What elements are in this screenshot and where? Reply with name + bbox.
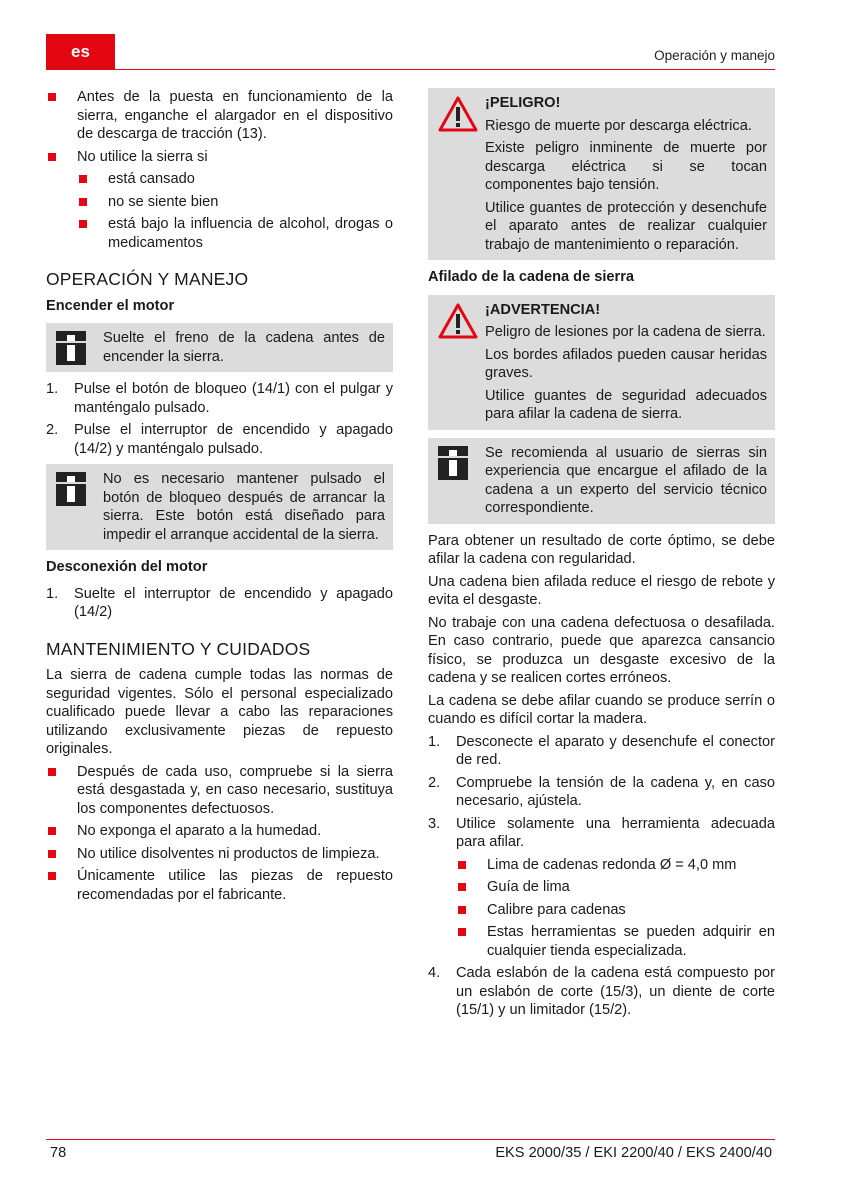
list-item: Antes de la puesta en funcionamiento de la sierra, enganche el alargador en el dispositivo de descarga de tracción (13).: [46, 88, 393, 144]
step-number: 4.: [428, 965, 441, 981]
step-text: Suelte el interruptor de encendido y apagado (14/2): [74, 585, 393, 620]
left-column: [46, 88, 393, 908]
list-item: Únicamente utilice las piezas de repuesto recomendadas por el fabricante.: [46, 867, 393, 904]
warning-title: ¡ADVERTENCIA!: [485, 301, 601, 318]
list-item: Estas herramientas se pueden adquirir en cualquier tienda especializada.: [456, 923, 775, 960]
list-item: Guía de lima: [456, 878, 775, 897]
info-note: [46, 464, 393, 550]
paragraph: Una cadena bien afilada reduce el riesgo de rebote y evita el desgaste.: [428, 573, 775, 608]
step-text: Cada eslabón de la cadena está compuesto por un eslabón de corte (15/3), un diente de corte (15/1) y un limitador (15/2).: [456, 965, 775, 1018]
section-title-maintenance: MANTENIMIENTO Y CUIDADOS: [46, 638, 311, 659]
list-item-text: No utilice la sierra si: [77, 148, 208, 165]
step-text: Compruebe la tensión de la cadena y, en caso necesario, ajústela.: [456, 774, 775, 809]
page-header-title: Operación y manejo: [654, 48, 775, 63]
danger-text: Utilice guantes de protección y desenchufe el aparato antes de realizar cualquier trabajo de mantenimiento o reparación.: [485, 199, 767, 253]
list-item: [46, 380, 393, 417]
step-number: 1.: [46, 381, 59, 397]
step-text: Pulse el interruptor de encendido y apagado (14/2) y manténgalo pulsado.: [74, 422, 393, 457]
tools-list: [456, 856, 775, 961]
list-item: [428, 733, 775, 770]
info-note-text: Suelte el freno de la cadena antes de encender la sierra.: [103, 330, 385, 365]
step-number: 1.: [46, 585, 59, 602]
list-item: [428, 964, 775, 1020]
step-number: 2.: [46, 422, 59, 438]
step-number: 3.: [428, 815, 441, 832]
step-text: Desconecte el aparato y desenchufe el conector de red.: [456, 733, 775, 768]
danger-text: Existe peligro inminente de muerte por descarga eléctrica si se tocan componentes bajo tensión.: [485, 140, 767, 193]
list-item: No utilice disolventes ni productos de limpieza.: [46, 845, 393, 864]
list-item: [46, 421, 393, 458]
language-tab: es: [46, 34, 115, 70]
danger-box: [428, 88, 775, 260]
list-item: [428, 815, 775, 961]
header-rule: [46, 69, 775, 70]
intro-bullet-list: [46, 88, 393, 252]
info-note-text: Se recomienda al usuario de sierras sin experiencia que encargue el afilado de la cadena a un experto del servicio técnico correspondiente.: [485, 444, 767, 516]
maintenance-bullet-list: [46, 763, 393, 905]
paragraph: La cadena se debe afilar cuando se produce serrín o cuando es difícil cortar la madera.: [428, 692, 775, 727]
step-number: 2.: [428, 774, 441, 791]
stop-steps: [46, 585, 393, 622]
info-icon: [438, 446, 468, 486]
list-item: no se siente bien: [77, 193, 393, 212]
paragraph: Para obtener un resultado de corte óptimo, se debe afilar la cadena con regularidad.: [428, 532, 775, 567]
list-item: No exponga el aparato a la humedad.: [46, 822, 393, 841]
warning-text: Utilice guantes de seguridad adecuados para afilar la cadena de sierra.: [485, 387, 767, 422]
danger-text: Riesgo de muerte por descarga eléctrica.: [485, 117, 752, 134]
info-icon: [56, 331, 86, 371]
danger-title: ¡PELIGRO!: [485, 95, 561, 111]
step-number: 1.: [428, 733, 441, 750]
info-note-text: No es necesario mantener pulsado el botón de bloqueo después de arrancar la sierra. Este botón está diseñado para impedir el arranque accidental de la sierra.: [103, 471, 385, 543]
start-steps: [46, 380, 393, 458]
warning-text: Los bordes afilados pueden causar heridas graves.: [485, 346, 767, 381]
sharpening-steps: [428, 733, 775, 1020]
info-icon: [56, 472, 86, 512]
footer-rule: [46, 1139, 775, 1140]
warning-triangle-icon: [438, 96, 478, 138]
step-text: Pulse el botón de bloqueo (14/1) con el pulgar y manténgalo pulsado.: [74, 381, 393, 416]
right-column: [428, 88, 775, 1024]
list-item: Calibre para cadenas: [456, 901, 775, 920]
info-note: [46, 323, 393, 372]
list-item: está bajo la influencia de alcohol, drogas o medicamentos: [77, 215, 393, 252]
list-item: [428, 774, 775, 811]
paragraph: No trabaje con una cadena defectuosa o desafilada. En caso contrario, puede que aparezca cansancio físico, se produzca un desgaste excesivo de la cadena y se realicen cortes erróneos.: [428, 614, 775, 686]
warning-triangle-icon: [438, 303, 478, 345]
subheading-start-motor: Encender el motor: [46, 297, 175, 314]
subheading-sharpening: Afilado de la cadena de sierra: [428, 269, 635, 285]
intro-sub-bullet-list: [77, 170, 393, 252]
warning-text: Peligro de lesiones por la cadena de sierra.: [485, 324, 766, 340]
info-note: [428, 438, 775, 524]
section-title-operation: OPERACIÓN Y MANEJO: [46, 269, 249, 289]
list-item: está cansado: [77, 170, 393, 189]
warning-box: [428, 295, 775, 430]
step-text: Utilice solamente una herramienta adecuada para afilar.: [456, 815, 775, 850]
subheading-stop-motor: Desconexión del motor: [46, 559, 208, 575]
model-numbers: EKS 2000/35 / EKI 2200/40 / EKS 2400/40: [495, 1145, 772, 1161]
list-item: Lima de cadenas redonda Ø = 4,0 mm: [456, 856, 775, 875]
list-item: [46, 148, 393, 253]
list-item: Después de cada uso, compruebe si la sierra está desgastada y, en caso necesario, sustituya los componentes defectuosos.: [46, 763, 393, 819]
page-number: 78: [50, 1145, 67, 1161]
list-item: [46, 585, 393, 622]
maintenance-paragraph: La sierra de cadena cumple todas las normas de seguridad vigentes. Sólo el personal especializado cualificado puede llevar a cabo las reparaciones utilizando exclusivamente piezas de repuesto originales.: [46, 667, 393, 757]
